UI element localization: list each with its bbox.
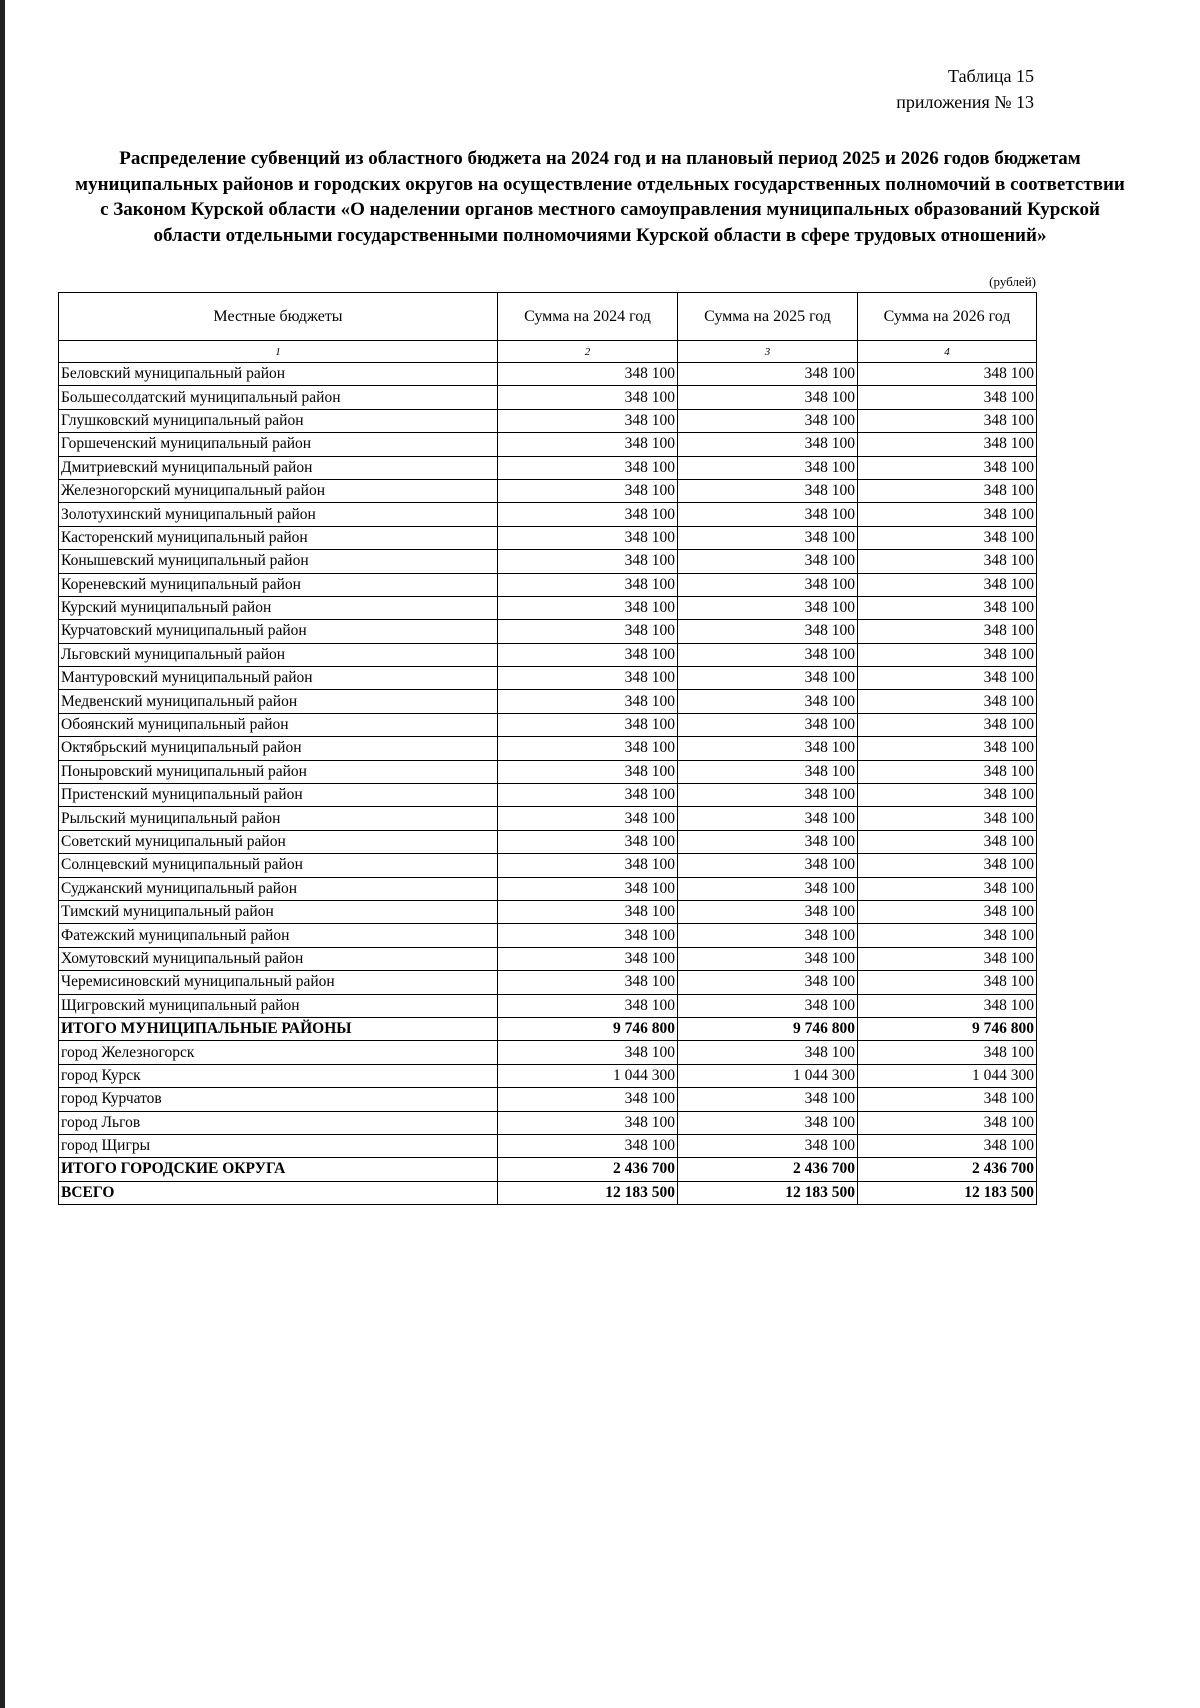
amount-2024: 348 100 xyxy=(498,409,678,432)
amount-2026: 348 100 xyxy=(858,573,1037,596)
amount-2025: 348 100 xyxy=(678,760,858,783)
amount-2024: 2 436 700 xyxy=(498,1158,678,1181)
amount-2024: 348 100 xyxy=(498,363,678,386)
budget-table xyxy=(58,292,1037,1205)
amount-2025: 348 100 xyxy=(678,737,858,760)
amount-2025: 348 100 xyxy=(678,830,858,853)
table-row xyxy=(59,690,1037,713)
amount-2025: 348 100 xyxy=(678,924,858,947)
amount-2025: 348 100 xyxy=(678,526,858,549)
amount-2026: 348 100 xyxy=(858,1134,1037,1157)
amount-2026: 348 100 xyxy=(858,737,1037,760)
amount-2024: 348 100 xyxy=(498,1088,678,1111)
amount-2026: 348 100 xyxy=(858,784,1037,807)
scan-edge xyxy=(0,0,5,1708)
budget-name: ИТОГО МУНИЦИПАЛЬНЫЕ РАЙОНЫ xyxy=(59,1017,498,1040)
table-row xyxy=(59,760,1037,783)
amount-2026: 348 100 xyxy=(858,550,1037,573)
amount-2025: 348 100 xyxy=(678,1111,858,1134)
col-number: 1 xyxy=(59,341,498,363)
amount-2026: 348 100 xyxy=(858,1088,1037,1111)
amount-2024: 348 100 xyxy=(498,971,678,994)
col-header-2026: Сумма на 2026 год xyxy=(858,293,1037,341)
amount-2024: 348 100 xyxy=(498,573,678,596)
budget-name: Октябрьский муниципальный район xyxy=(59,737,498,760)
col-number: 2 xyxy=(498,341,678,363)
table-row xyxy=(59,433,1037,456)
budget-name: Железногорский муниципальный район xyxy=(59,479,498,502)
amount-2024: 348 100 xyxy=(498,667,678,690)
budget-name: Мантуровский муниципальный район xyxy=(59,667,498,690)
amount-2024: 348 100 xyxy=(498,479,678,502)
table-row xyxy=(59,854,1037,877)
amount-2024: 348 100 xyxy=(498,947,678,970)
amount-2026: 348 100 xyxy=(858,620,1037,643)
budget-name: Беловский муниципальный район xyxy=(59,363,498,386)
amount-2026: 348 100 xyxy=(858,877,1037,900)
amount-2024: 348 100 xyxy=(498,550,678,573)
table-row xyxy=(59,643,1037,666)
amount-2026: 348 100 xyxy=(858,386,1037,409)
amount-2026: 348 100 xyxy=(858,713,1037,736)
amount-2024: 348 100 xyxy=(498,503,678,526)
budget-name: Щигровский муниципальный район xyxy=(59,994,498,1017)
amount-2025: 348 100 xyxy=(678,784,858,807)
amount-2024: 348 100 xyxy=(498,596,678,619)
amount-2024: 348 100 xyxy=(498,877,678,900)
budget-name: Льговский муниципальный район xyxy=(59,643,498,666)
amount-2026: 2 436 700 xyxy=(858,1158,1037,1181)
amount-2026: 12 183 500 xyxy=(858,1181,1037,1204)
budget-name: Большесолдатский муниципальный район xyxy=(59,386,498,409)
amount-2026: 348 100 xyxy=(858,947,1037,970)
amount-2026: 348 100 xyxy=(858,667,1037,690)
amount-2026: 348 100 xyxy=(858,503,1037,526)
document-title: Распределение субвенций из областного бюджета на 2024 год и на плановый период 2025 и 2026 годов бюджетам муниципальных районов и городских округов на осуществление отдельных государственных полномочий в соответствии с Законом Курской области «О наделении органов местного самоуправления муниципальных образований Курской области отдельными государственными полномочиями Курской области в сфере трудовых отношений» xyxy=(75,148,1125,246)
table-row xyxy=(59,971,1037,994)
table-row xyxy=(59,456,1037,479)
amount-2024: 348 100 xyxy=(498,433,678,456)
budget-name: Золотухинский муниципальный район xyxy=(59,503,498,526)
amount-2025: 348 100 xyxy=(678,947,858,970)
budget-name: Глушковский муниципальный район xyxy=(59,409,498,432)
table-row xyxy=(59,947,1037,970)
budget-name: Касторенский муниципальный район xyxy=(59,526,498,549)
amount-2024: 348 100 xyxy=(498,690,678,713)
budget-name: ИТОГО ГОРОДСКИЕ ОКРУГА xyxy=(59,1158,498,1181)
amount-2025: 348 100 xyxy=(678,386,858,409)
table-row xyxy=(59,784,1037,807)
amount-2026: 348 100 xyxy=(858,1041,1037,1064)
table-row xyxy=(59,409,1037,432)
budget-name: Горшеченский муниципальный район xyxy=(59,433,498,456)
budget-name: Солнцевский муниципальный район xyxy=(59,854,498,877)
amount-2024: 348 100 xyxy=(498,713,678,736)
amount-2024: 348 100 xyxy=(498,994,678,1017)
amount-2025: 348 100 xyxy=(678,807,858,830)
amount-2025: 348 100 xyxy=(678,596,858,619)
total-row xyxy=(59,1181,1037,1204)
table-row xyxy=(59,667,1037,690)
amount-2024: 348 100 xyxy=(498,784,678,807)
table-row xyxy=(59,1064,1037,1087)
amount-2026: 348 100 xyxy=(858,971,1037,994)
table-row xyxy=(59,830,1037,853)
col-number: 3 xyxy=(678,341,858,363)
table-row xyxy=(59,573,1037,596)
table-row xyxy=(59,550,1037,573)
amount-2025: 348 100 xyxy=(678,1134,858,1157)
amount-2024: 12 183 500 xyxy=(498,1181,678,1204)
amount-2026: 348 100 xyxy=(858,854,1037,877)
table-row xyxy=(59,596,1037,619)
table-row xyxy=(59,386,1037,409)
amount-2025: 348 100 xyxy=(678,479,858,502)
col-header-budgets: Местные бюджеты xyxy=(59,293,498,341)
amount-2025: 348 100 xyxy=(678,1088,858,1111)
table-row xyxy=(59,807,1037,830)
amount-2025: 348 100 xyxy=(678,409,858,432)
amount-2026: 348 100 xyxy=(858,643,1037,666)
budget-name: Курский муниципальный район xyxy=(59,596,498,619)
budget-name: Поныровский муниципальный район xyxy=(59,760,498,783)
budget-name: Кореневский муниципальный район xyxy=(59,573,498,596)
table-row xyxy=(59,713,1037,736)
amount-2025: 348 100 xyxy=(678,433,858,456)
header-row xyxy=(59,293,1037,341)
appendix-label: приложения № 13 xyxy=(896,92,1034,112)
table-row xyxy=(59,526,1037,549)
amount-2026: 348 100 xyxy=(858,526,1037,549)
budget-name: ВСЕГО xyxy=(59,1181,498,1204)
amount-2024: 348 100 xyxy=(498,643,678,666)
amount-2024: 348 100 xyxy=(498,1041,678,1064)
table-row xyxy=(59,1041,1037,1064)
table-row xyxy=(59,1088,1037,1111)
amount-2026: 348 100 xyxy=(858,409,1037,432)
budget-name: Курчатовский муниципальный район xyxy=(59,620,498,643)
amount-2025: 348 100 xyxy=(678,1041,858,1064)
col-number: 4 xyxy=(858,341,1037,363)
budget-name: город Курчатов xyxy=(59,1088,498,1111)
amount-2026: 348 100 xyxy=(858,1111,1037,1134)
budget-name: Фатежский муниципальный район xyxy=(59,924,498,947)
budget-name: Дмитриевский муниципальный район xyxy=(59,456,498,479)
amount-2026: 348 100 xyxy=(858,830,1037,853)
budget-name: Хомутовский муниципальный район xyxy=(59,947,498,970)
amount-2025: 348 100 xyxy=(678,971,858,994)
budget-name: Советский муниципальный район xyxy=(59,830,498,853)
budget-name: город Щигры xyxy=(59,1134,498,1157)
amount-2026: 348 100 xyxy=(858,433,1037,456)
amount-2024: 348 100 xyxy=(498,1111,678,1134)
table-row xyxy=(59,737,1037,760)
amount-2025: 348 100 xyxy=(678,667,858,690)
table-row xyxy=(59,1134,1037,1157)
amount-2025: 2 436 700 xyxy=(678,1158,858,1181)
amount-2026: 9 746 800 xyxy=(858,1017,1037,1040)
amount-2026: 348 100 xyxy=(858,900,1037,923)
budget-name: Медвенский муниципальный район xyxy=(59,690,498,713)
col-header-2024: Сумма на 2024 год xyxy=(498,293,678,341)
amount-2024: 348 100 xyxy=(498,900,678,923)
amount-2024: 348 100 xyxy=(498,760,678,783)
table-row xyxy=(59,363,1037,386)
amount-2024: 348 100 xyxy=(498,854,678,877)
budget-name: город Курск xyxy=(59,1064,498,1087)
budget-name: Обоянский муниципальный район xyxy=(59,713,498,736)
table-row xyxy=(59,900,1037,923)
table-row xyxy=(59,877,1037,900)
amount-2026: 348 100 xyxy=(858,760,1037,783)
amount-2024: 348 100 xyxy=(498,830,678,853)
amount-2026: 348 100 xyxy=(858,479,1037,502)
col-header-2025: Сумма на 2025 год xyxy=(678,293,858,341)
budget-name: город Льгов xyxy=(59,1111,498,1134)
amount-2025: 348 100 xyxy=(678,877,858,900)
total-row xyxy=(59,1158,1037,1181)
amount-2025: 1 044 300 xyxy=(678,1064,858,1087)
amount-2025: 348 100 xyxy=(678,690,858,713)
amount-2026: 348 100 xyxy=(858,924,1037,947)
amount-2024: 348 100 xyxy=(498,737,678,760)
amount-2025: 348 100 xyxy=(678,363,858,386)
column-number-row xyxy=(59,341,1037,363)
amount-2024: 1 044 300 xyxy=(498,1064,678,1087)
amount-2025: 348 100 xyxy=(678,854,858,877)
amount-2025: 348 100 xyxy=(678,573,858,596)
amount-2024: 348 100 xyxy=(498,386,678,409)
amount-2024: 9 746 800 xyxy=(498,1017,678,1040)
amount-2025: 348 100 xyxy=(678,994,858,1017)
amount-2026: 348 100 xyxy=(858,690,1037,713)
budget-name: Пристенский муниципальный район xyxy=(59,784,498,807)
amount-2025: 9 746 800 xyxy=(678,1017,858,1040)
budget-name: Суджанский муниципальный район xyxy=(59,877,498,900)
amount-2025: 12 183 500 xyxy=(678,1181,858,1204)
table-row xyxy=(59,924,1037,947)
budget-name: Тимский муниципальный район xyxy=(59,900,498,923)
total-row xyxy=(59,1017,1037,1040)
unit-label: (рублей) xyxy=(989,274,1036,289)
amount-2024: 348 100 xyxy=(498,807,678,830)
table-number: Таблица 15 xyxy=(948,66,1034,86)
budget-name: Конышевский муниципальный район xyxy=(59,550,498,573)
amount-2026: 348 100 xyxy=(858,596,1037,619)
amount-2025: 348 100 xyxy=(678,550,858,573)
amount-2026: 348 100 xyxy=(858,456,1037,479)
amount-2025: 348 100 xyxy=(678,620,858,643)
table-row xyxy=(59,479,1037,502)
amount-2026: 1 044 300 xyxy=(858,1064,1037,1087)
amount-2025: 348 100 xyxy=(678,456,858,479)
table-row xyxy=(59,1111,1037,1134)
amount-2026: 348 100 xyxy=(858,807,1037,830)
budget-name: Черемисиновский муниципальный район xyxy=(59,971,498,994)
amount-2024: 348 100 xyxy=(498,620,678,643)
amount-2025: 348 100 xyxy=(678,503,858,526)
amount-2025: 348 100 xyxy=(678,900,858,923)
amount-2026: 348 100 xyxy=(858,994,1037,1017)
amount-2024: 348 100 xyxy=(498,456,678,479)
amount-2024: 348 100 xyxy=(498,924,678,947)
budget-name: город Железногорск xyxy=(59,1041,498,1064)
amount-2024: 348 100 xyxy=(498,526,678,549)
amount-2025: 348 100 xyxy=(678,713,858,736)
table-row xyxy=(59,994,1037,1017)
budget-name: Рыльский муниципальный район xyxy=(59,807,498,830)
amount-2024: 348 100 xyxy=(498,1134,678,1157)
amount-2025: 348 100 xyxy=(678,643,858,666)
amount-2026: 348 100 xyxy=(858,363,1037,386)
table-row xyxy=(59,620,1037,643)
table-row xyxy=(59,503,1037,526)
